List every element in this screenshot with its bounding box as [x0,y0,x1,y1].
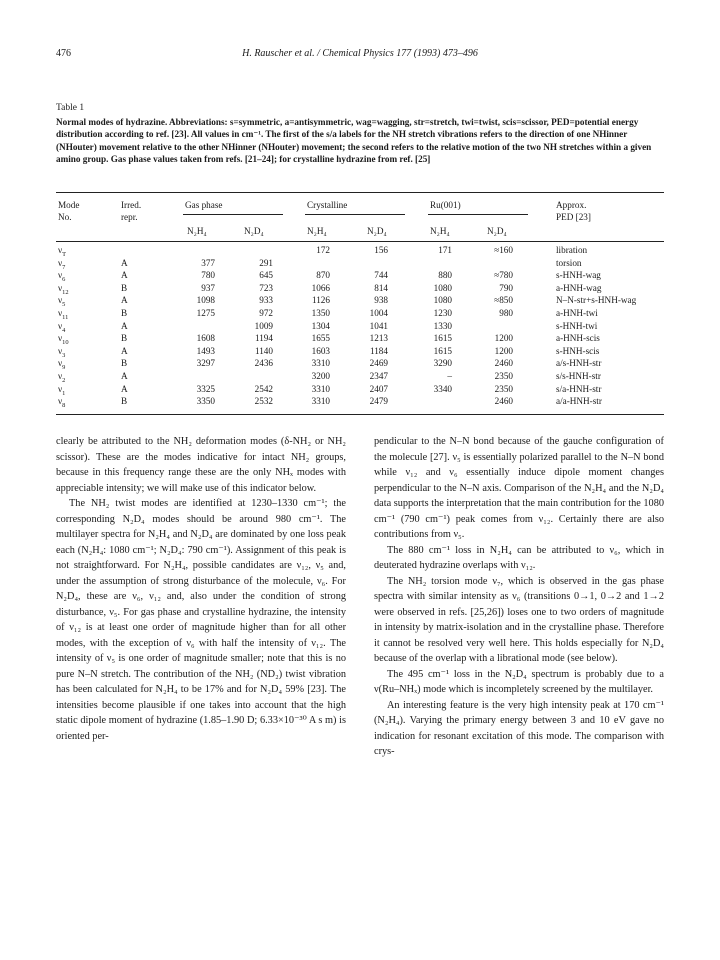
crystalline-underline [305,214,405,215]
cell-cryst-n2d4: 1213 [369,333,388,344]
cell-ru-n2h4: 1330 [433,320,452,331]
cell-ped: s-HNH-scis [556,345,600,356]
cell-cryst-n2h4: 1304 [311,320,330,331]
table-caption: Normal modes of hydrazine. Abbreviations: s=symmetric, a=antisymmetric, wag=wagging, str=stretch, twi=twist, scis=scissor, PED=potential energy distribution according to ref. [23]. All values in cm⁻¹. The first of the s/a labels for the NH stretch vibrations refers to the direction of one NHinner (NHouter) movement relative to the other NHinner (NHouter) movement; the second refers to the relative motion of the two NH stretches within a given amino group. Gas phase values taken from refs. [21–24]; for crystalline hydrazine from ref. [25] [56,117,652,165]
cell-ru-n2d4: 1200 [494,345,513,356]
cell-cryst-n2d4: 1184 [369,345,388,356]
cell-mode: $\nu_9$ [58,358,66,372]
cell-gas-n2d4: 933 [259,295,273,306]
table-bottom-rule [56,414,664,415]
cell-mode: $\nu_5$ [58,295,66,309]
cell-mode: $\nu_T$ [58,245,67,258]
cell-gas-n2h4: 377 [201,257,215,268]
table-label: Table 1 [56,103,85,113]
subheader-gas-n2d4: N₂D₄ [244,226,264,236]
subheader-cryst-n2h4: N₂H₄ [307,226,327,236]
col-header-ped-2: PED [23] [556,212,591,222]
cell-repr: A [121,295,128,306]
cell-repr: A [121,383,128,394]
cell-cryst-n2h4: 1655 [311,333,330,344]
cell-gas-n2h4: 1608 [196,333,215,344]
col-header-irred: Irred. [121,200,142,210]
cell-gas-n2d4: 1009 [254,320,273,331]
page-number: 476 [56,48,71,59]
table-header-rule [56,241,664,242]
cell-mode: $\nu_{12}$ [58,282,69,296]
col-header-repr: repr. [121,212,138,222]
cell-ru-n2h4: 1080 [433,295,452,306]
body-paragraph: An interesting feature is the very high intensity peak at 170 cm⁻¹ (N₂H₄). Varying the primary energy between 3 and 10 eV gave no indication for resonant excitation of this mode. The comparison with crys- [374,699,664,757]
cell-repr: A [121,345,128,356]
cell-ru-n2h4: 1080 [433,282,452,293]
cell-ru-n2d4: ≈850 [494,295,513,306]
body-paragraph: pendicular to the N–N bond because of the gauche configuration of the molecule [27]. ν₅ is essentially polarized parallel to the N–N bond while ν₁₂ and ν₆ essentially induce dipole moment changes perpendicular to the N–N axis. Comparison of the N₂H₄ and the N₂D₄ data supports the interpretation that the main contribution for the 1080 cm⁻¹ (790 cm⁻¹) peak comes from ν₁₂. Certainly there are also contributions from ν₅. [374,436,664,540]
table-row [56,295,664,308]
cell-cryst-n2d4: 1004 [369,307,388,318]
cell-repr: A [121,320,128,331]
cell-cryst-n2d4: 156 [374,245,388,255]
cell-repr: A [121,370,128,381]
cell-gas-n2d4: 2436 [254,358,273,369]
running-title: H. Rauscher et al. / Chemical Physics 177 (1993) 473–496 [242,48,478,59]
cell-ped: libration [556,245,588,255]
cell-ru-n2d4: 790 [499,282,513,293]
cell-ped: a/s-HNH-str [556,358,602,369]
cell-cryst-n2h4: 3310 [311,383,330,394]
cell-ru-n2h4: 1615 [433,333,452,344]
table-row [56,346,664,359]
cell-cryst-n2h4: 870 [316,270,330,281]
cell-ru-n2d4: ≈160 [494,245,513,255]
cell-gas-n2h4: 937 [201,282,215,293]
table-top-rule [56,192,664,193]
table-body [56,245,664,409]
cell-ped: a/a-HNH-str [556,396,602,407]
table-row [56,308,664,321]
cell-cryst-n2h4: 1126 [311,295,330,306]
subheader-ru-n2h4: N₂H₄ [430,226,450,236]
subheader-ru-n2d4: N₂D₄ [487,226,507,236]
cell-mode: $\nu_1$ [58,383,66,397]
cell-cryst-n2d4: 744 [374,270,388,281]
cell-ped: a-HNH-twi [556,307,598,318]
table-row [56,270,664,283]
cell-ru-n2d4: 2350 [494,370,513,381]
subheader-cryst-n2d4: N₂D₄ [367,226,387,236]
col-header-ru001: Ru(001) [430,200,461,210]
cell-mode: $\nu_{10}$ [58,333,69,346]
cell-ru-n2h4: 171 [438,245,452,255]
cell-cryst-n2d4: 2469 [369,358,388,369]
table-row [56,283,664,296]
body-paragraph: The 495 cm⁻¹ loss in the N₂D₄ spectrum is probably due to a ν(Ru–NHₓ) mode which is incompletely screened by the multilayer. [374,668,664,695]
cell-repr: B [121,396,128,407]
cell-ru-n2h4: 3340 [433,383,452,394]
cell-ru-n2d4: ≈780 [494,270,513,281]
cell-cryst-n2d4: 2407 [369,383,388,394]
cell-cryst-n2d4: 1041 [369,320,388,331]
table-row [56,258,664,271]
cell-ru-n2d4: 980 [499,307,513,318]
cell-cryst-n2h4: 1066 [311,282,330,293]
cell-gas-n2h4: 1493 [196,345,215,356]
body-paragraph: clearly be attributed to the NH₂ deformation modes (δ-NH₂ or NH₂ scissor). These are the modes indicative for intact NH₂ groups, because in this frequency range these are the only NHₓ modes with appreciable intensity; we will make use of this indicator below. [56,436,346,494]
cell-ru-n2h4: 880 [438,270,452,281]
body-paragraph: The 880 cm⁻¹ loss in N₂H₄ can be attributed to ν₆, which in deuterated hydrazine overlaps with ν₁₂. [374,544,664,571]
cell-cryst-n2d4: 2479 [369,396,388,407]
cell-gas-n2h4: 3297 [196,358,215,369]
cell-repr: B [121,307,128,318]
cell-mode: $\nu_8$ [58,396,66,409]
cell-gas-n2d4: 723 [259,282,273,293]
table-row [56,321,664,334]
cell-ru-n2d4: 1200 [494,333,513,344]
cell-gas-n2d4: 1194 [254,333,273,344]
cell-ped: N–N-str+s-HNH-wag [556,295,637,306]
cell-repr: A [121,270,128,281]
cell-gas-n2h4: 1098 [196,295,215,306]
cell-cryst-n2d4: 938 [374,295,388,306]
cell-repr: A [121,257,128,268]
cell-ped: s/s-HNH-str [556,370,601,381]
body-paragraph: The NH₂ twist modes are identified at 1230–1330 cm⁻¹; the corresponding N₂D₄ modes should be around 980 cm⁻¹. The multilayer spectra for N₂H₄ and N₂D₄ are dominated by one loss peak each (N₂H₄: 1080 cm⁻¹; N₂D₄: 790 cm⁻¹). Assignment of this peak is not straightforward. For N₂H₄, possible candidates are ν₁₂, ν₅ and, under the assumption of strong disturbance of the molecule, ν₆. For N₂D₄, these are ν₆, ν₁₂ and, also under the condition of strong disturbance, ν₅. For gas phase and crystalline hydrazine, the intensity of ν₁₂ is at least one order of magnitude higher than for all other modes, with the exception of ν₆ with half the intensity of ν₁₂. The intensity of ν₅ is one order of magnitude smaller; note that this is no pure N–N stretch. The contribution of the NH₂ (ND₂) twist vibration has been calculated for N₂H₄ to be 17% and for N₂D₄ 59% [23]. The intensities become plausible if one takes into account that the high static dipole moment of hydrazine (1.85–1.90 D; 6.33×10⁻³⁰ A s m) is oriented per- [56,498,346,742]
table-row [56,358,664,371]
cell-ped: a-HNH-scis [556,333,600,344]
cell-ped: s-HNH-wag [556,270,601,281]
cell-cryst-n2d4: 2347 [369,370,388,381]
cell-mode: $\nu_4$ [58,320,66,334]
col-header-gas-phase: Gas phase [185,200,223,210]
cell-mode: $\nu_{11}$ [58,307,69,321]
col-header-mode: Mode [58,200,80,210]
cell-ru-n2h4: – [447,370,452,381]
cell-ru-n2d4: 2350 [494,383,513,394]
cell-cryst-n2h4: 3310 [311,358,330,369]
cell-cryst-n2h4: 1603 [311,345,330,356]
cell-ru-n2d4: 2460 [494,396,513,407]
col-header-no: No. [58,212,72,222]
cell-cryst-n2h4: 172 [316,245,330,255]
table-row [56,396,664,409]
cell-mode: $\nu_6$ [58,270,66,284]
cell-gas-n2h4: 3325 [196,383,215,394]
cell-gas-n2d4: 2532 [254,396,273,407]
col-header-crystalline: Crystalline [307,200,348,210]
cell-mode: $\nu_7$ [58,257,66,271]
body-column-right [374,434,664,760]
cell-gas-n2d4: 2542 [254,383,273,394]
cell-ped: torsion [556,257,582,268]
gas-phase-underline [183,214,283,215]
cell-ru-n2h4: 3290 [433,358,452,369]
cell-repr: B [121,333,128,344]
cell-cryst-n2h4: 1350 [311,307,330,318]
subheader-gas-n2h4: N₂H₄ [187,226,207,236]
cell-mode: $\nu_3$ [58,345,66,359]
cell-gas-n2d4: 645 [259,270,273,281]
table-row [56,333,664,346]
body-paragraph: The NH₂ torsion mode ν₇, which is observed in the gas phase spectra with similar intensity as ν₆ (transitions 0→1, 0→2 and 1→2 were observed in refs. [25,26]) loses one to two orders of magnitude in intensity by matrix-isolation and in the crystalline phase. Therefore it cannot be resolved very well here. This holds especially for N₂D₄ because of the overlap with a librational mode (see below). [374,575,664,664]
cell-gas-n2h4: 1275 [196,307,215,318]
cell-ru-n2h4: 1230 [433,307,452,318]
body-column-left [56,434,346,744]
cell-mode: $\nu_2$ [58,370,66,384]
cell-gas-n2d4: 1140 [254,345,273,356]
cell-cryst-n2h4: 3200 [311,370,330,381]
table-row [56,371,664,384]
table-row [56,245,664,258]
cell-cryst-n2d4: 814 [374,282,388,293]
cell-ped: s-HNH-twi [556,320,598,331]
cell-gas-n2d4: 291 [259,257,273,268]
col-header-ped-1: Approx. [556,200,587,210]
cell-ped: s/a-HNH-str [556,383,602,394]
cell-repr: B [121,282,128,293]
cell-gas-n2d4: 972 [259,307,273,318]
cell-cryst-n2h4: 3310 [311,396,330,407]
cell-ru-n2d4: 2460 [494,358,513,369]
cell-ru-n2h4: 1615 [433,345,452,356]
running-header [56,48,664,64]
cell-gas-n2h4: 3350 [196,396,215,407]
cell-ped: a-HNH-wag [556,282,602,293]
cell-gas-n2h4: 780 [201,270,215,281]
cell-repr: B [121,358,128,369]
ru001-underline [428,214,528,215]
table-row [56,384,664,397]
